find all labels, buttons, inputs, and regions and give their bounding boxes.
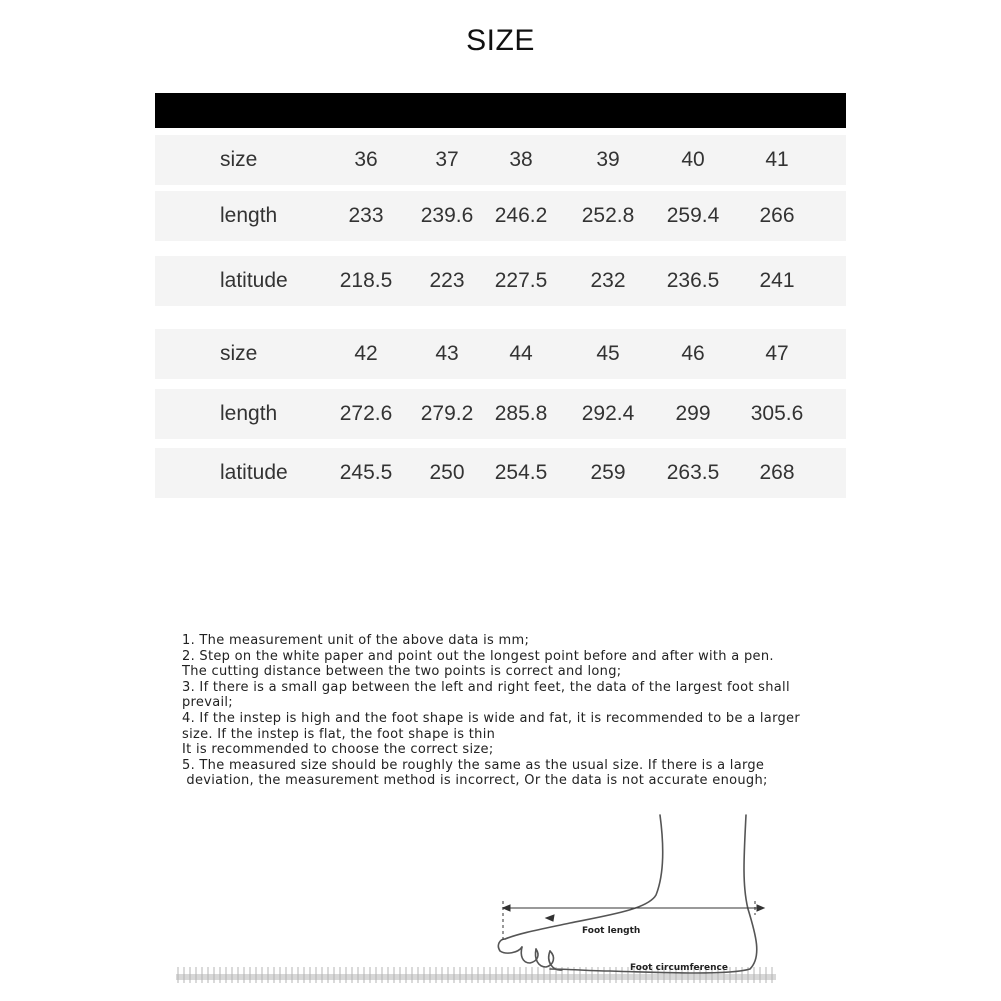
note-line: 5. The measured size should be roughly the same as the usual size. If there is a large bbox=[182, 757, 765, 773]
table-cell: 233 bbox=[348, 204, 384, 227]
table-cell: 259 bbox=[590, 461, 626, 484]
table-cell: 42 bbox=[354, 342, 378, 365]
table-cell: 268 bbox=[759, 461, 795, 484]
table-cell: 47 bbox=[765, 342, 789, 365]
foot-measurement-diagram bbox=[170, 805, 790, 995]
table-cell: 299 bbox=[675, 402, 711, 425]
note-line: 4. If the instep is high and the foot shape is wide and fat, it is recommended to be a larger bbox=[182, 710, 800, 726]
table-cell: 218.5 bbox=[339, 269, 393, 292]
row-label: length bbox=[220, 204, 278, 227]
measurement-notes bbox=[182, 633, 842, 789]
table-cell: 272.6 bbox=[339, 402, 393, 425]
table-cell: 266 bbox=[759, 204, 795, 227]
row-label: size bbox=[220, 148, 258, 171]
table-cell: 38 bbox=[509, 148, 533, 171]
row-label: latitude bbox=[220, 461, 288, 484]
table-row bbox=[155, 329, 846, 379]
table-row bbox=[155, 135, 846, 185]
table-cell: 305.6 bbox=[750, 402, 804, 425]
note-line: 1. The measurement unit of the above data is mm; bbox=[182, 633, 530, 648]
table-cell: 254.5 bbox=[494, 461, 548, 484]
note-line: It is recommended to choose the correct size; bbox=[182, 742, 494, 758]
table-header-bar bbox=[155, 93, 846, 128]
table-cell: 43 bbox=[435, 342, 459, 365]
table-cell: 40 bbox=[681, 148, 705, 171]
table-cell: 239.6 bbox=[420, 204, 474, 227]
table-cell: 37 bbox=[435, 148, 459, 171]
table-cell: 36 bbox=[354, 148, 378, 171]
note-line: 3. If there is a small gap between the left and right feet, the data of the largest foot shall bbox=[182, 679, 790, 695]
table-cell: 246.2 bbox=[494, 204, 548, 227]
table-row bbox=[155, 191, 846, 241]
table-cell: 241 bbox=[759, 269, 795, 292]
table-cell: 232 bbox=[590, 269, 626, 292]
row-label: latitude bbox=[220, 269, 288, 292]
page-title: SIZE bbox=[466, 24, 535, 57]
table-cell: 227.5 bbox=[494, 269, 548, 292]
foot-outline-icon bbox=[498, 815, 756, 973]
row-label: length bbox=[220, 402, 278, 425]
table-cell: 39 bbox=[596, 148, 620, 171]
table-cell: 41 bbox=[765, 148, 789, 171]
table-cell: 45 bbox=[596, 342, 620, 365]
table-row bbox=[155, 389, 846, 439]
foot-circumference-label: Foot circumference bbox=[630, 963, 728, 973]
table-cell: 259.4 bbox=[666, 204, 720, 227]
table-cell: 263.5 bbox=[666, 461, 720, 484]
note-line: prevail; bbox=[182, 695, 233, 711]
table-cell: 44 bbox=[509, 342, 533, 365]
table-cell: 223 bbox=[429, 269, 465, 292]
table-cell: 250 bbox=[429, 461, 465, 484]
foot-length-label: Foot length bbox=[582, 926, 641, 936]
table-cell: 245.5 bbox=[339, 461, 393, 484]
table-cell: 279.2 bbox=[420, 402, 474, 425]
table-cell: 252.8 bbox=[581, 204, 635, 227]
table-row bbox=[155, 448, 846, 498]
table-row bbox=[155, 256, 846, 306]
note-line: size. If the instep is flat, the foot shape is thin bbox=[182, 726, 496, 742]
note-line: 2. Step on the white paper and point out the longest point before and after with a pen. bbox=[182, 648, 774, 664]
table-cell: 285.8 bbox=[494, 402, 548, 425]
note-line: deviation, the measurement method is incorrect, Or the data is not accurate enough; bbox=[182, 773, 768, 789]
row-label: size bbox=[220, 342, 258, 365]
note-line: The cutting distance between the two points is correct and long; bbox=[182, 664, 622, 680]
table-cell: 236.5 bbox=[666, 269, 720, 292]
table-cell: 46 bbox=[681, 342, 705, 365]
table-cell: 292.4 bbox=[581, 402, 635, 425]
